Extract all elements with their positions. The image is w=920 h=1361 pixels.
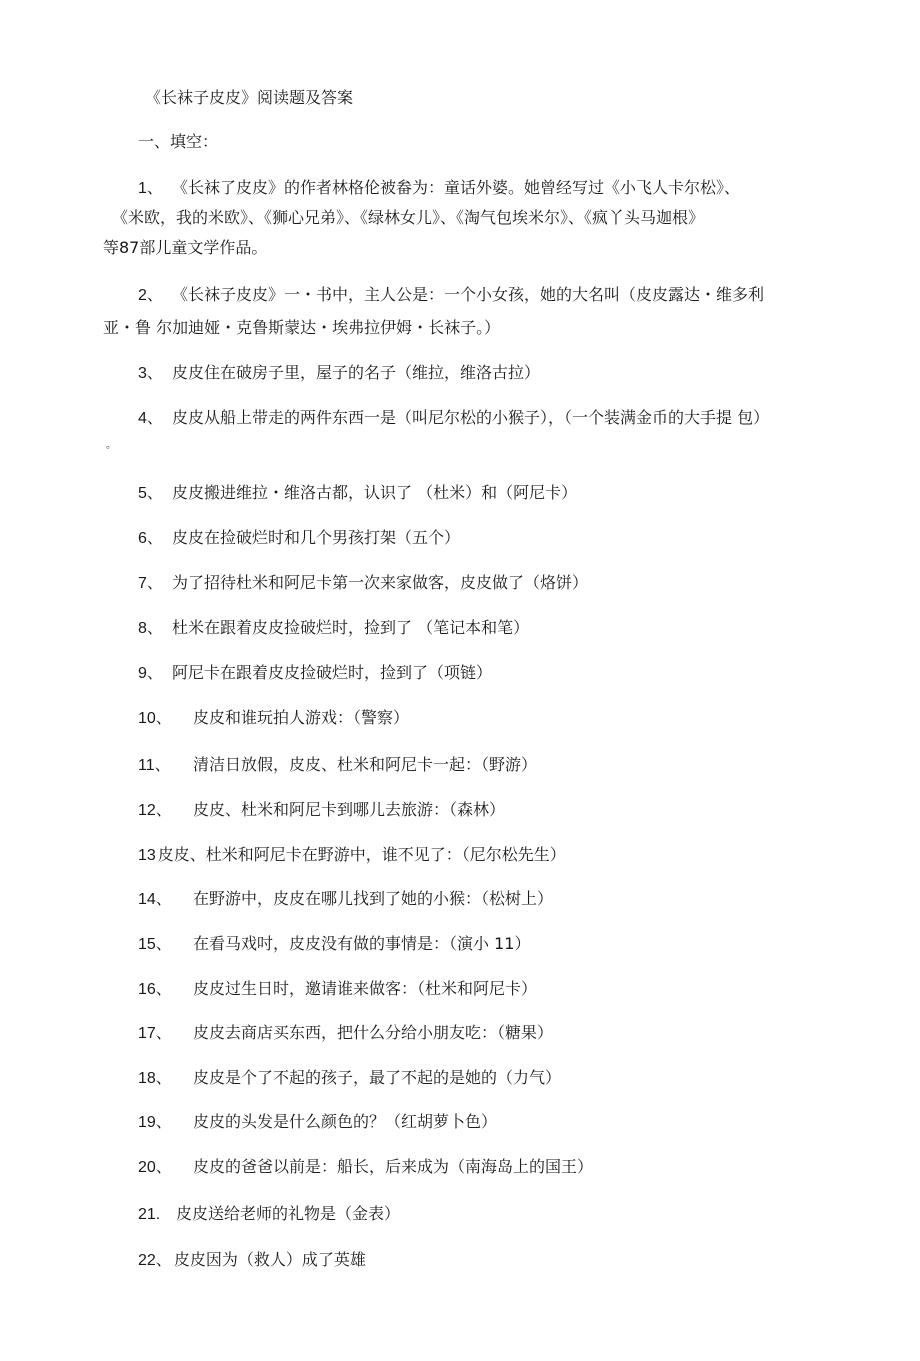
list-item (138, 934, 530, 955)
item-number: 16、 (138, 981, 172, 998)
item-text: 皮皮送给老师的礼物是（金表） (176, 1204, 401, 1223)
item-text: 皮皮和谁玩拍人游戏：（警察） (193, 708, 410, 727)
item-text: 清洁日放假，皮皮、杜米和阿尼卡一起：（野游） (193, 755, 538, 774)
item-number: 18、 (138, 1070, 172, 1087)
item-text-continued: 《米欧，我的米欧》、《狮心兄弟》、《绿林女儿》、《淘气包埃米尔》、《疯丫头马迦根》 (112, 208, 705, 227)
item-text: 皮皮的爸爸以前是：船长，后来成为（南海岛上的国王） (193, 1157, 594, 1176)
list-item (138, 1068, 561, 1089)
item-number: 5、 (138, 485, 163, 502)
item-text-continued: 亚・鲁 尔加迪娅・克鲁斯蒙达・埃弗拉伊姆・长袜子。） (103, 318, 501, 337)
item-text: 皮皮过生日时，邀请谁来做客：（杜米和阿尼卡） (193, 979, 538, 998)
item-text: 杜米在跟着皮皮捡破烂时，捡到了 （笔记本和笔） (172, 618, 530, 637)
item-text: 皮皮搬进维拉・维洛古都，认识了 （杜米）和（阿尼卡） (172, 483, 578, 502)
item-text: 在看马戏吋，皮皮没有做的事情是：（演小 11） (193, 934, 531, 953)
item-number: 10、 (138, 710, 172, 727)
list-item (138, 408, 769, 429)
item-text: 皮皮的头发是什么颜色的？（红胡萝卜色） (193, 1112, 498, 1131)
list-item (138, 363, 540, 384)
list-item (138, 1112, 497, 1133)
item-number: 13 (138, 847, 156, 864)
list-item (138, 755, 537, 776)
item-number: 2、 (138, 287, 163, 304)
list-item (138, 483, 577, 504)
item-number: 19、 (138, 1114, 172, 1131)
list-item (138, 1157, 593, 1178)
section-heading: 一、填空： (138, 132, 219, 151)
item-text: 皮皮、杜米和阿尼卡到哪儿去旅游：（森林） (193, 800, 506, 819)
list-item (138, 800, 505, 821)
item-text-continued: 。 (106, 440, 116, 451)
item-number: 14、 (138, 891, 172, 908)
item-text: 为了招待杜米和阿尼卡第一次来家做客，皮皮做了（烙饼） (172, 573, 589, 592)
list-item (138, 285, 764, 306)
item-number: 3、 (138, 365, 163, 382)
item-number: 12、 (138, 802, 172, 819)
item-text: 《长袜子皮皮》一・书中，主人公是：一个小女孩，她的大名叫（皮皮露达・维多利 (172, 285, 765, 304)
item-number: 11、 (138, 757, 171, 774)
item-text: 皮皮从船上带走的两件东西一是（叫尼尔松的小猴子），（一个装满金币的大手提 包） (172, 408, 770, 427)
item-text: 阿尼卡在跟着皮皮捡破烂时，捡到了（项链） (172, 663, 493, 682)
item-text: 在野游中，皮皮在哪儿找到了她的小猴：（松树上） (193, 889, 554, 908)
item-number: 20、 (138, 1159, 172, 1176)
item-text: 皮皮是个了不起的孩子，最了不起的是她的（力气） (193, 1068, 562, 1087)
list-item (138, 618, 529, 639)
item-number: 7、 (138, 575, 163, 592)
item-number: 17、 (138, 1025, 172, 1042)
list-item (138, 528, 460, 549)
item-text: 《长袜了皮皮》的作者林格伦被畚为：童话外婆。她曾经写过《小飞人卡尔松》、 (172, 178, 741, 197)
item-number: 9、 (138, 665, 163, 682)
item-text: 皮皮、杜米和阿尼卡在野游中，谁不见了：（尼尔松先生） (157, 845, 566, 864)
list-item (138, 663, 492, 684)
item-number: 15、 (138, 936, 172, 953)
item-text: 皮皮去商店买东西，把什么分给小朋友吃：（糖果） (193, 1023, 554, 1042)
list-item (138, 979, 537, 1000)
list-item (138, 845, 566, 866)
document-title: 《长袜子皮皮》阅读题及答案 (145, 88, 354, 107)
item-text: 皮皮因为（救人）成了英雄 (173, 1250, 366, 1269)
item-text-continued: 等87部儿童文学作品。 (103, 238, 268, 257)
list-item (138, 1023, 553, 1044)
list-item (138, 1204, 400, 1225)
list-item (138, 1250, 366, 1271)
item-number: 21. (138, 1206, 161, 1223)
item-number: 4、 (138, 410, 163, 427)
list-item (138, 708, 409, 729)
item-text: 皮皮在捡破烂时和几个男孩打架（五个） (172, 528, 461, 547)
item-number: 8、 (138, 620, 163, 637)
item-text: 皮皮住在破房子里，屋子的名子（维拉，维洛古拉） (172, 363, 541, 382)
item-number: 22、 (138, 1252, 172, 1269)
list-item (138, 573, 588, 594)
item-number: 1、 (138, 180, 163, 197)
list-item (138, 889, 553, 910)
item-number: 6、 (138, 530, 163, 547)
list-item (138, 178, 740, 199)
